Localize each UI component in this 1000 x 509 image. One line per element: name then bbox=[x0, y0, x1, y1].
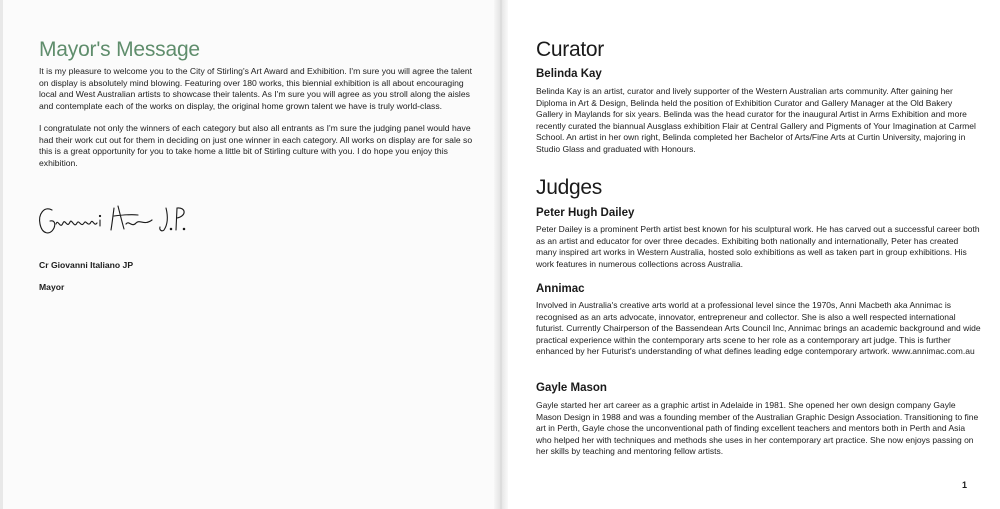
page-number: 1 bbox=[962, 480, 968, 490]
judge-bio: Gayle started her art career as a graphic artist in Adelaide in 1981. She opened her own design company Gayle Mason Design in 1988 and was a founding member of the Australian Graphic Design Association. Transitioning to fine art in Perth, Gayle chose the unconventional path of finding excellent teachers and mentors both in Perth and Asia who helped her with techniques and methods she uses in her contemporary art practice. She now enjoys passing on her skills by teaching and mentoring fellow artists. bbox=[536, 400, 979, 457]
judge-name: Annimac bbox=[536, 283, 585, 295]
curator-bio: Belinda Kay is an artist, curator and lively supporter of the Western Australian arts community. After gaining her Diploma in Art & Design, Belinda held the position of Exhibition Curator and Gallery Manager at the Old Bakery Gallery in Maylands for six years. Belinda was the head curator for the inaugural Artist in Arms Exhibition and more recently curated the biannual Ausglass exhibition Flair at Central Gallery and Pigments of Your Imagination at Carmel School. An artist in her own right, Belinda completed her Bachelor of Arts/Fine Arts at Curtin University, majoring in Studio Glass and graduated with Honours. bbox=[536, 86, 976, 154]
curator-heading: Curator bbox=[536, 38, 604, 61]
judge-name: Gayle Mason bbox=[536, 382, 607, 394]
judge-bio: Involved in Australia's creative arts world at a professional level since the 1970s, Anni Macbeth aka Annimac is recognised as an arts advocate, innovator, entrepreneur and collector. She is also a well respected international futurist. Currently Chairperson of the Bassendean Arts Council Inc, Annimac brings an academic background and wide practical experience within the contemporary arts scene to her role as a contemporary art judge. This is further enhanced by her Futurist's understanding of what defines leading edge contemporary artwork. www.annimac.com.au bbox=[536, 300, 981, 357]
judges-heading: Judges bbox=[536, 176, 602, 199]
mayors-message-paragraph: I congratulate not only the winners of each category but also all entrants as I'm sure the judging panel would have had their work cut out for them in deciding on just one winner in each category. All works on display are for sale so this is a great opportunity for you to take home a little bit of Stirling culture with you. I do hope you enjoy this exhibition. bbox=[39, 123, 473, 168]
mayors-message-paragraph: It is my pleasure to welcome you to the City of Stirling's Art Award and Exhibition. I'm sure you will agree the talent on display is absolutely mind blowing. Featuring over 180 works, this biennial exhibition is all about encouraging local and West Australian artists to showcase their talents. As I'm sure you will agree as you stroll along the aisles and contemplate each of the works on display, the original home grown talent we have is truly world-class. bbox=[39, 66, 473, 111]
curator-name: Belinda Kay bbox=[536, 68, 602, 80]
page-edge bbox=[0, 0, 3, 509]
mayors-message-body bbox=[39, 66, 479, 180]
signer-name: Cr Giovanni Italiano JP bbox=[39, 260, 134, 270]
judge-bio: Peter Dailey is a prominent Perth artist best known for his sculptural work. He has carved out a successful career both as an artist and educator for over three decades. Exhibiting both nationally and internationally, Peter has created many inspired art works in Western Australia, hosted solo exhibitions as well as taken part in group exhibitions. His work features in numerous collections across Australia. bbox=[536, 224, 980, 269]
signature-text: Giovanni Italiano J.P. bbox=[34, 196, 44, 197]
mayor-signature bbox=[34, 196, 204, 244]
judge-name: Peter Hugh Dailey bbox=[536, 207, 635, 219]
mayors-message-title: Mayor's Message bbox=[39, 38, 200, 61]
signer-role: Mayor bbox=[39, 282, 65, 292]
book-gutter bbox=[494, 0, 508, 509]
